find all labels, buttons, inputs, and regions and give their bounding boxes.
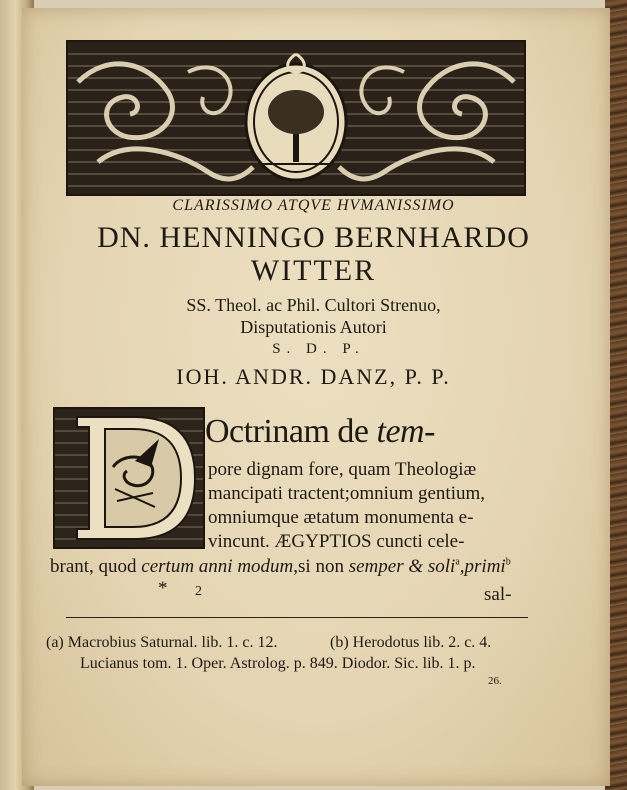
dedication-line: CLARISSIMO ATQVE HVMANISSIMO [172, 197, 455, 214]
catchword: sal- [484, 584, 512, 605]
body-line-6-part-f: ,primi [459, 556, 506, 577]
footnote-ref-b: b [505, 556, 511, 568]
body-line-5: vincunt. ÆGYPTIOS cuncti cele- [208, 531, 465, 552]
body-line-6 [50, 556, 511, 578]
footnote-divider [66, 617, 528, 618]
body-line-6-part-a: brant, quod [50, 556, 142, 577]
footnote-line-2: Lucianus tom. 1. Oper. Astrolog. p. 849. Diodor. Sic. lib. 1. p. [80, 655, 476, 672]
body-line-2: pore dignam fore, quam Theologiæ [208, 459, 477, 480]
footnote-ref-a: a [455, 556, 460, 568]
recipient-title-line-1: SS. Theol. ac Phil. Cultori Strenuo, [186, 295, 441, 315]
recipient-name-line-1: DN. HENNINGO BERNHARDO [97, 221, 530, 254]
body-line-6-part-b: certum anni modum [141, 556, 294, 577]
body-line-1-italic: tem- [376, 413, 435, 450]
signature-number: 2 [195, 584, 202, 599]
footnote-line-3: 26. [488, 675, 502, 687]
footnote-a: (a) Macrobius Saturnal. lib. 1. c. 12. [46, 634, 278, 651]
body-line-6-part-c: ,si non [293, 556, 349, 577]
woodcut-initial-d-icon [53, 407, 205, 549]
body-line-4: omniumque ætatum monumenta e- [208, 507, 474, 528]
body-line-1 [205, 413, 435, 451]
recipient-name-line-2: WITTER [250, 254, 377, 287]
author-line: IOH. ANDR. DANZ, P. P. [176, 364, 451, 389]
woodcut-ornament-icon [66, 40, 526, 196]
footnote-b: (b) Herodotus lib. 2. c. 4. [330, 634, 492, 651]
recipient-title-line-2: Disputationis Autori [240, 317, 387, 337]
body-line-3: mancipati tractent;omnium gentium, [208, 483, 486, 504]
salutation: S. D. P. [272, 341, 365, 357]
signature-mark: * [158, 578, 168, 599]
body-line-6-part-d: semper & soli [348, 556, 456, 577]
body-line-1-roman: Octrinam de [205, 413, 377, 450]
